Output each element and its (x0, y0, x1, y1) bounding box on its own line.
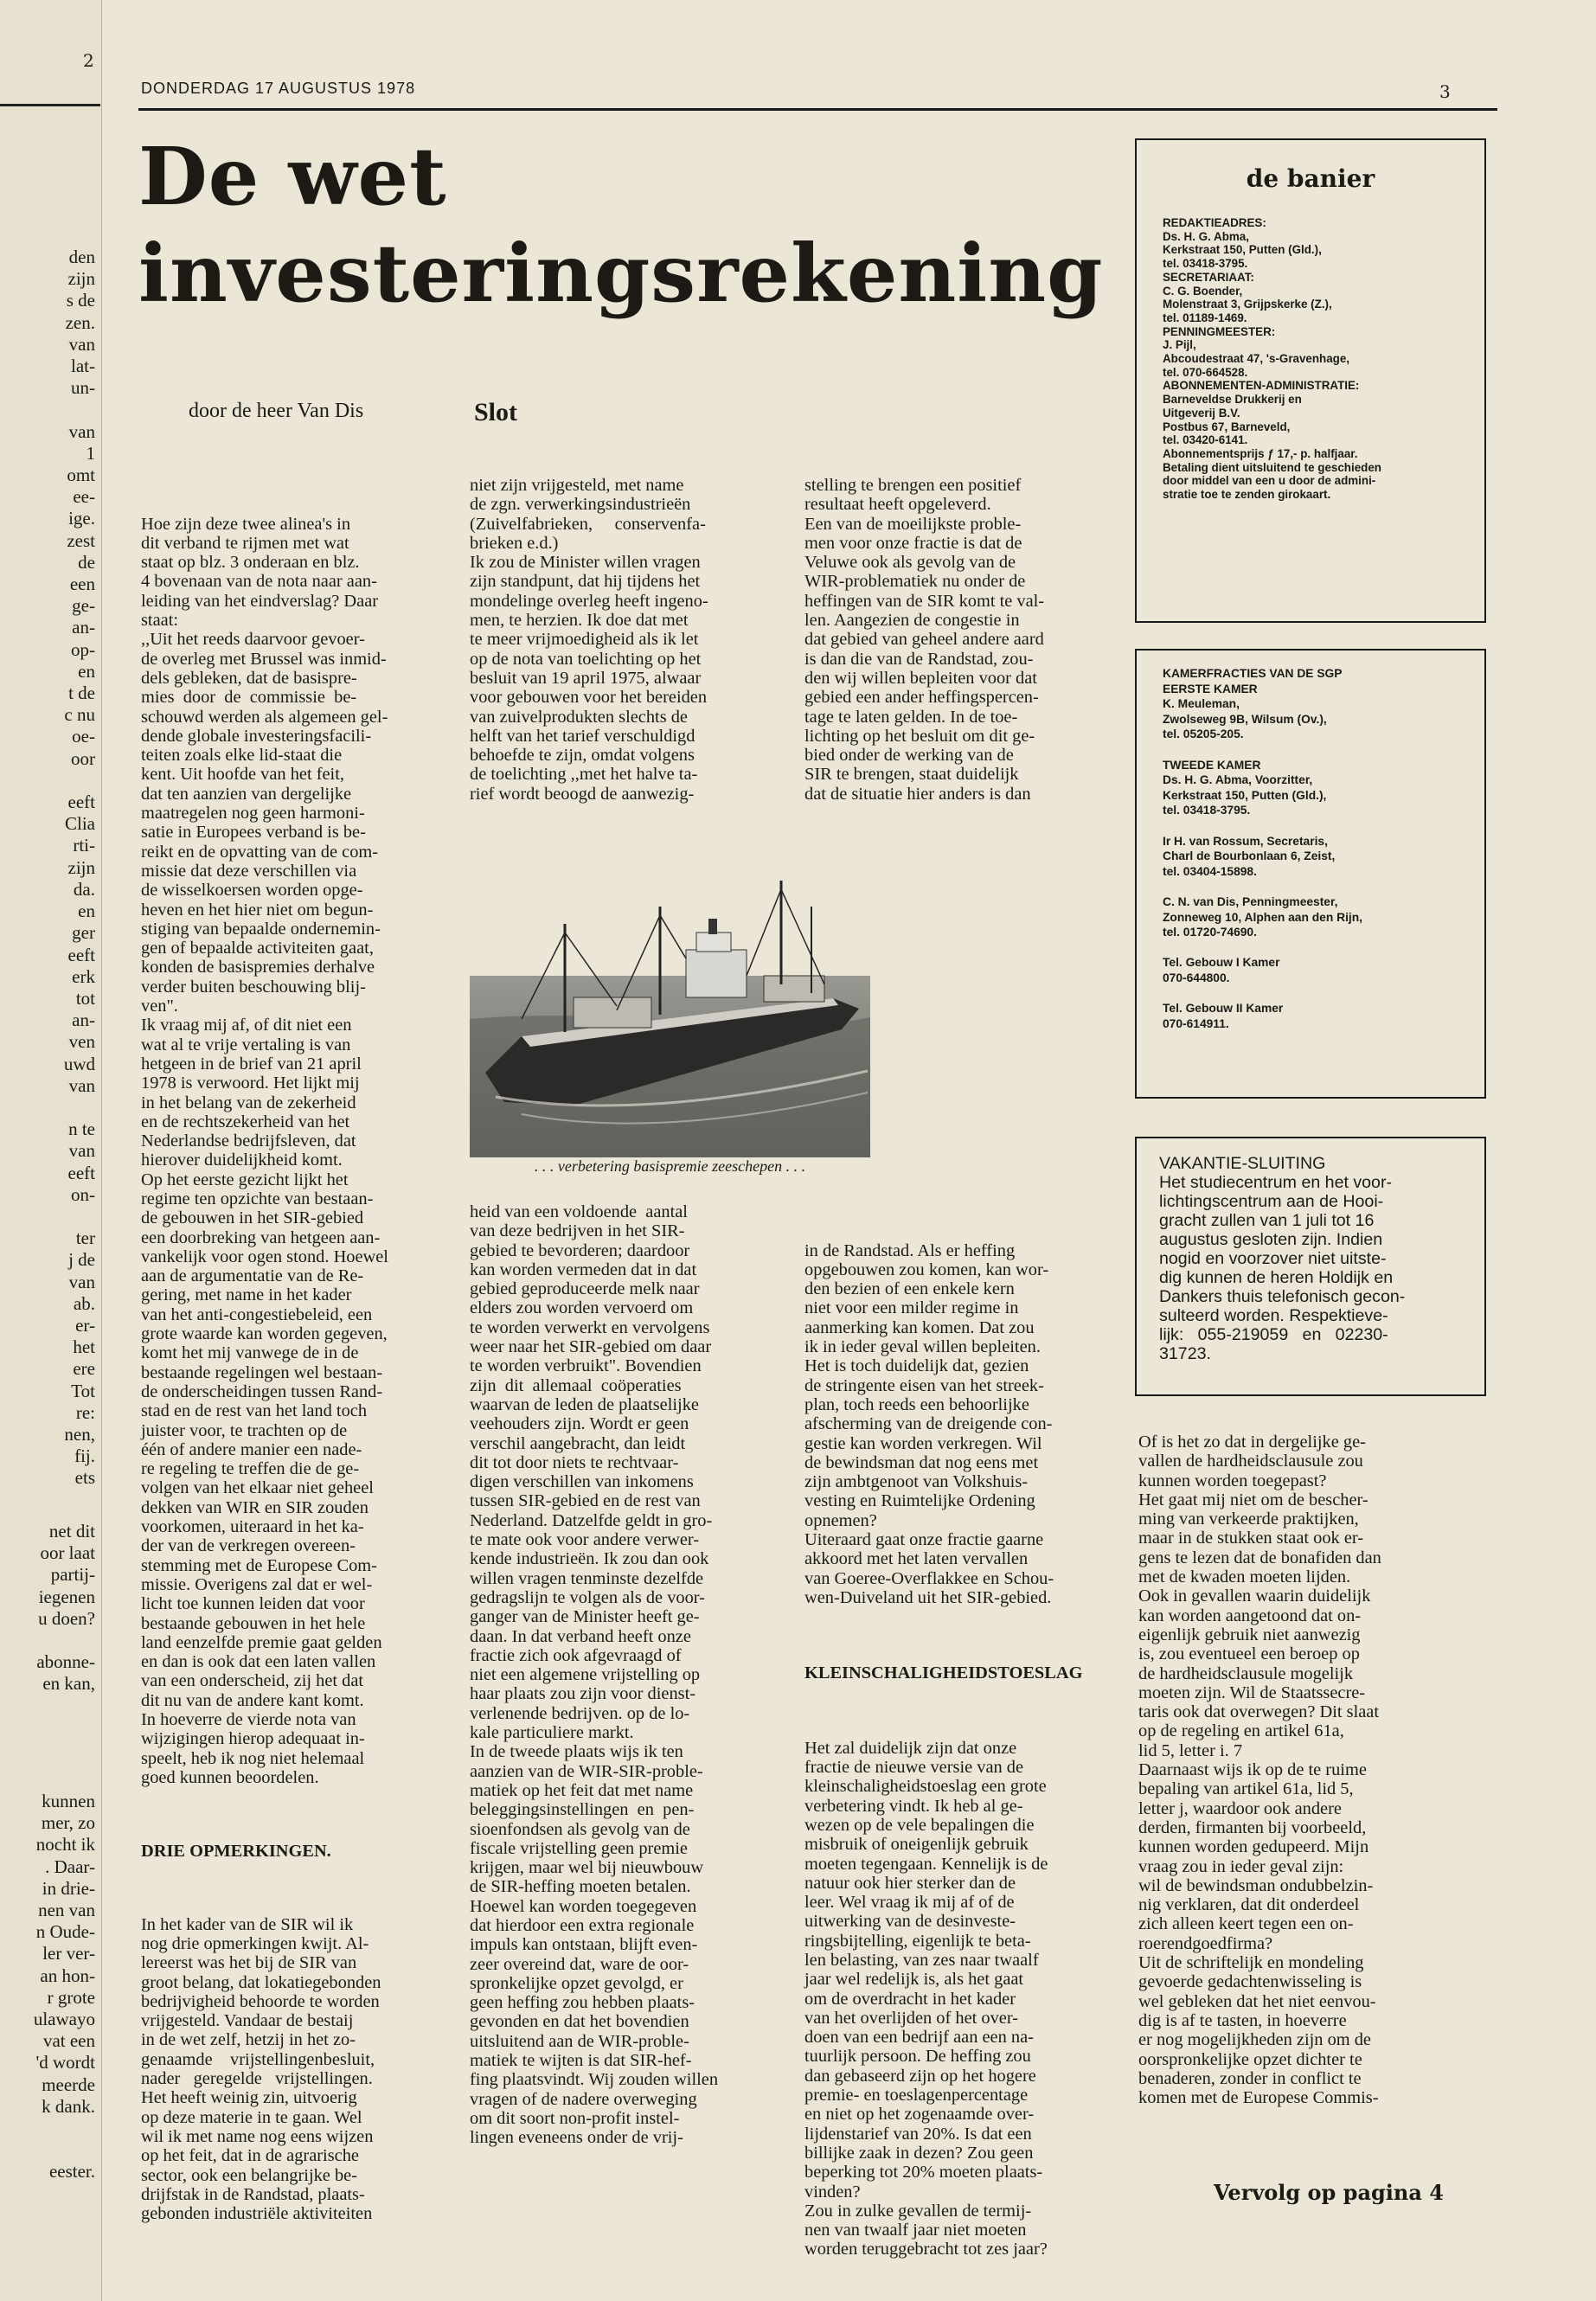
subheading-drie-opmerkingen: DRIE OPMERKINGEN. (141, 1841, 331, 1861)
previous-page-column-b: net dit oor laat partij- iegenen u doen? abonne- en kan, (36, 1521, 95, 1695)
photo-caption: . . . verbetering basispremie zeeschepen . . . (534, 1157, 806, 1175)
issue-date: DONDERDAG 17 AUGUSTUS 1978 (141, 80, 416, 97)
article-column-3-bottom (804, 1202, 1082, 2298)
subheading-kleinschaligheidstoeslag: KLEINSCHALIGHEIDSTOESLAG (804, 1663, 1083, 1682)
masthead-box (1135, 138, 1486, 623)
header-rule (138, 108, 1497, 111)
previous-page-strip (0, 0, 102, 2301)
masthead-details: REDAKTIEADRES: Ds. H. G. Abma, Kerkstraat 150, Putten (Gld.), tel. 03418-3795. SECRETARIAAT: C. G. Boender, Molenstraat 3, Grijpskerke (Z.), tel. 01189-1469. PENNINGMEESTER: J. Pijl, Abcoudestraat 47, 's-Gravenhage, tel. 070-664528. ABONNEMENTEN-ADMINISTRATIE: Barneveldse Drukkerij en Uitgeverij B.V. Postbus 67, Barneveld, tel. 03420-6141. Abonnementsprijs ƒ 17,- p. halfjaar. Betaling dient uitsluitend te geschieden door middel van een u door de admini- stratie toe te zenden girokaart. (1163, 216, 1381, 502)
article-column-3-top: stelling te brengen een positief resultaat heeft opgeleverd. Een van de moeilijkste proble- men voor onze fractie is dat de Veluwe ook als gevolg van de WIR-problematiek nu onder de heffingen van de SIR komt te val- len. Aangezien de congestie in dat gebied van geheel andere aard is dan die van de Randstad, zou- den wij willen bepleiten voor dat gebied een ander heffingspercen- tage te laten gelden. In de toe- lichting op het besluit om dit ge- bied onder de werking van de SIR te brengen, staat duidelijk dat de situatie hier anders is dan (804, 476, 1045, 804)
column-1-text: Hoe zijn deze twee alinea's in dit verband te rijmen met wat staat op blz. 3 onderaan en blz. 4 bovenaan van de nota naar aan- leiding van het eindverslag? Daar staat: ,,Uit het reeds daarvoor gevoer- de overleg met Brussel was inmid- dels gebleken, dat de basispre- mies door de commissie be- schouwd werden als algemeen gel- dende globale investeringsfacili- teiten zoals elke lid-staat die kent. Uit hoofde van het feit, dat ten aanzien van dergelijke maatregelen nog geen harmoni- satie in Europees verband is be- reikt en de opvatting van de com- missie dat deze verschillen via de wisselkoersen worden opge- heven en het hier niet om begun- stiging van bepaalde ondernemin- gen of bepaalde activiteiten gaat, konden de basispremies derhalve verder buiten beschouwing blij- ven". Ik vraag mij af, of dit niet een wat al te vrije vertaling is van hetgeen in de brief van 21 april 1978 is verwoord. Het lijkt mij in het belang van de zekerheid en de rechtszekerheid van het Nederlandse bedrijfsleven, dat hierover duidelijkheid komt. Op het eerste gezicht lijkt het regime ten opzichte van bestaan- de gebouwen in het SIR-gebied een doorbreking van hetgeen aan- vankelijk voor ogen stond. Hoewel aan de argumentatie van de Re- gering, met name in het kader van het anti-congestiebeleid, een grote waarde kan worden gegeven, komt het mij vanwege de in de bestaande regelingen wel bestaan- de onderscheidingen tussen Rand- stad en de rest van het land toch juister voor, te trachten op de één of andere manier een nade- re regeling te treffen die de ge- volgen van het elkaar niet geheel dekken van WIR en SIR zouden voorkomen, uiteraard in het ka- der van de verkregen overeen- stemming met de Europese Com- missie. Overigens zal dat er wel- licht toe kunnen leiden dat voor bestaande gebouwen in het hele land eenzelfde premie gaat gelden en dan is ook dat een laten vallen van een onderscheid, zij het dat dit nu van de andere kant komt. In hoeverre de vierde nota van wijzigingen hierop adequaat in- speelt, heb ik nog niet helemaal goed kunnen beoordelen. (141, 514, 388, 1787)
continued-on-page: Vervolg op pagina 4 (1214, 2180, 1444, 2205)
previous-page-column-a: den zijn s de zen. van lat- un- van 1 omt ee- ige. zest de een ge- an- op- en t de c nu oe- oor eeft Clia rti- zijn da. en ger eeft erk tot an- ven uwd van n te van eeft on- ter j de van ab. er- het ere Tot re: nen, fij. ets (63, 247, 95, 1489)
kamerfracties-details: KAMERFRACTIES VAN DE SGP EERSTE KAMER K. Meuleman, Zwolseweg 9B, Wilsum (Ov.), tel. 05205-205. TWEEDE KAMER Ds. H. G. Abma, Voorzitter, Kerkstraat 150, Putten (Gld.), tel. 03418-3795. Ir H. van Rossum, Secretaris, Charl de Bourbonlaan 6, Zeist, tel. 03404-15898. C. N. van Dis, Penningmeester, Zonneweg 10, Alphen aan den Rijn, tel. 01720-74690. Tel. Gebouw I Kamer 070-644800. Tel. Gebouw II Kamer 070-614911. (1163, 667, 1362, 1030)
article-column-4: Of is het zo dat in dergelijke ge- vallen de hardheidsclausule zou kunnen worden toegepast? Het gaat mij niet om de bescher- ming van verkeerde praktijken, maar in de stukken staat ook er- gens te lezen dat de bonafiden dan met de kwaden moeten lijden. Ook in gevallen waarin duidelijk kan worden aangetoond dat on- eigenlijk gebruik niet aanwezig is, zou eventueel een beroep op de hardheidsclausule mogelijk moeten zijn. Wil de Staatssecre- taris ook dat overwegen? Dit slaat op de regeling en artikel 61a, lid 5, letter i. 7 Daarnaast wijs ik op de te ruime bepaling van artikel 61a, lid 5, letter j, waardoor ook andere derden, firmanten bij voorbeeld, kunnen worden gedupeerd. Mijn vraag zou in ieder geval zijn: wil de bewindsman ondubbelzin- nig verklaren, dat dit onderdeel zich alleen keert tegen een on- roerendgoedfirma? Uit de schriftelijk en mondeling gevoerde gedachtenwisseling is wel gebleken dat het niet eenvou- dig is af te tasten, in hoeverre er nog mogelijkheden zijn om de oorspronkelijke opzet dichter te benaderen, zonder in conflict te komen met de Europese Commis- (1138, 1433, 1381, 2108)
previous-page-column-c: kunnen mer, zo nocht ik . Daar- in drie- nen van n Oude- ler ver- an hon- r grote ulawayo vat een 'd wordt meerde k dank. eester. (33, 1791, 95, 2182)
headline-line-2: investeringsrekening (138, 227, 1104, 320)
vakantie-sluiting-text: VAKANTIE-SLUITING Het studiecentrum en het voor- lichtingscentrum aan de Hooi- gracht zullen van 1 juli tot 16 augustus gesloten zijn. Indien nogid en voorzover niet uitste- dig kunnen de heren Holdijk en Dankers thuis telefonisch gecon- sulteerd worden. Respektieve- lijk: 055-219059 en 02230- 31723. (1159, 1154, 1406, 1363)
article-column-2-bottom: heid van een voldoende aantal van deze bedrijven in het SIR- gebied te bevorderen; daardoor kan worden vermeden dat in dat gebied geproduceerde melk naar elders zou worden vervoerd om te worden verwerkt en vervolgens weer naar het SIR-gebied om daar te worden verbruikt". Bovendien zijn dit allemaal coöperaties waarvan de leden de plaatselijke veehouders zijn. Wordt er geen verschil aangebracht, dan leidt dit tot door niets te rechtvaar- digen verschillen van inkomens tussen SIR-gebied en de rest van Nederland. Datzelfde geldt in gro- te mate ook voor andere verwer- kende industrieën. Ik zou dan ook willen vragen tenminste dezelfde gedragslijn te volgen als de voor- ganger van de Minister heeft ge- daan. In dat verband heeft onze fractie zich ook afgevraagd of niet een algemene vrijstelling op haar plaats zou zijn voor dienst- verlenende bedrijven. op de lo- kale particuliere markt. In de tweede plaats wijs ik ten aanzien van de WIR-SIR-proble- matiek op het feit dat met name beleggingsinstellingen en pen- sioenfondsen als gevolg van de fiscale vrijstelling geen premie krijgen, maar wel bij nieuwbouw de SIR-heffing moeten betalen. Hoewel kan worden toegegeven dat hierdoor een extra regionale impuls kan ontstaan, blijft even- zeer overeind dat, ware de oor- spronkelijke opzet gevolgd, er geen heffing zou hebben plaats- gevonden en dat het bovendien uitsluitend aan de WIR-proble- matiek te wijten is dat SIR-hef- fing plaatsvindt. Wij zouden willen vragen of de nadere overweging om dit soort non-profit instel- lingen eveneens onder de vrij- (470, 1202, 719, 2148)
masthead-title: de banier (1246, 164, 1375, 193)
newspaper-page (102, 0, 1596, 2301)
article-column-2-top: niet zijn vrijgesteld, met name de zgn. verwerkingsindustrieën (Zuivelfabrieken, conservenfa- brieken e.d.) Ik zou de Minister willen vragen zijn standpunt, dat hij tijdens het mondelinge overleg heeft ingeno- men, te herzien. Ik doe dat met te meer vrijmoedigheid als ik let op de nota van toelichting op het besluit van 19 april 1975, alwaar voor gebouwen voor het bereiden van zuivelprodukten slechts de helft van het tarief verschuldigd behoefde te zijn, omdat volgens de toelichting ,,met het halve ta- rief wordt beoogd de aanwezig- (470, 476, 708, 804)
previous-page-number: 2 (83, 50, 94, 71)
previous-page-rule (0, 104, 100, 106)
cargo-ship-photo (470, 846, 870, 1157)
kamerfracties-box (1135, 649, 1486, 1099)
article-byline: door de heer Van Dis (189, 400, 364, 422)
article-part-label: Slot (474, 398, 518, 426)
article-headline (138, 128, 1125, 322)
column-3-text: in de Randstad. Als er heffing opgebouwen zou komen, kan wor- den bezien of een enkele kern niet voor een milder regime in aanmerking kan komen. Dat zou ik in ieder geval willen bepleiten. Het is toch duidelijk dat, gezien de stringente eisen van het streek- plan, toch reeds een behoorlijke afscherming van de dreigende con- gestie kan worden verkregen. Wil de bewindsman dat nog eens met zijn ambtgenoot van Volkshuis- vesting en Ruimtelijke Ordening opnemen? Uiteraard gaat onze fractie gaarne akkoord met het laten vervallen van Goeree-Overflakkee en Schou- wen-Duiveland uit het SIR-gebied. (804, 1240, 1054, 1607)
ship-illustration (470, 846, 870, 1157)
article-column-1 (141, 476, 388, 2262)
page-number: 3 (1439, 81, 1451, 102)
headline-line-1: De wet (138, 130, 447, 223)
column-1-text-continued: In het kader van de SIR wil ik nog drie opmerkingen kwijt. Al- lereerst was het bij de SIR van groot belang, dat lokatiegebonden bedrijvigheid behoorde te worden vrijgesteld. Vandaar de bestaij in de wet zelf, hetzij in het zo- genaamde vrijstellingenbesluit, nader geregelde vrijstellingen. Het heeft weinig zin, uitvoerig op deze materie in te gaan. Wel wil ik met name nog eens wijzen op het feit, dat in de agrarische sector, ook een belangrijke be- drijfstak in de Randstad, plaats- gebonden industriële aktiviteiten (141, 1914, 381, 2224)
column-3-text-continued: Het zal duidelijk zijn dat onze fractie de nieuwe versie van de kleinschaligheidstoeslag een grote verbetering vindt. Ik heb al ge- wezen op de vele bepalingen die misbruik of oneigenlijk gebruik moeten tegengaan. Kennelijk is de natuur ook hier sterker dan de leer. Wel vraag ik mij af of de uitwerking van de desinveste- ringsbijtelling, eigenlijk te beta- len belasting, van zes naar twaalf jaar wel redelijk is, als het gaat om de overdracht in het kader van het overlijden of het over- doen van een bedrijf aan een na- tuurlijk persoon. De heffing zou dan gebaseerd zijn op het hogere premie- en toeslagenpercentage en niet op het zogenaamde over- lijdenstarief van 20%. Is dat een billijke zaak in dezen? Zou geen beperking tot 20% moeten plaats- vinden? Zou in zulke gevallen de termij- nen van twaalf jaar niet moeten worden teruggebracht tot zes jaar? (804, 1738, 1048, 2259)
vakantie-sluiting-box (1135, 1137, 1486, 1396)
